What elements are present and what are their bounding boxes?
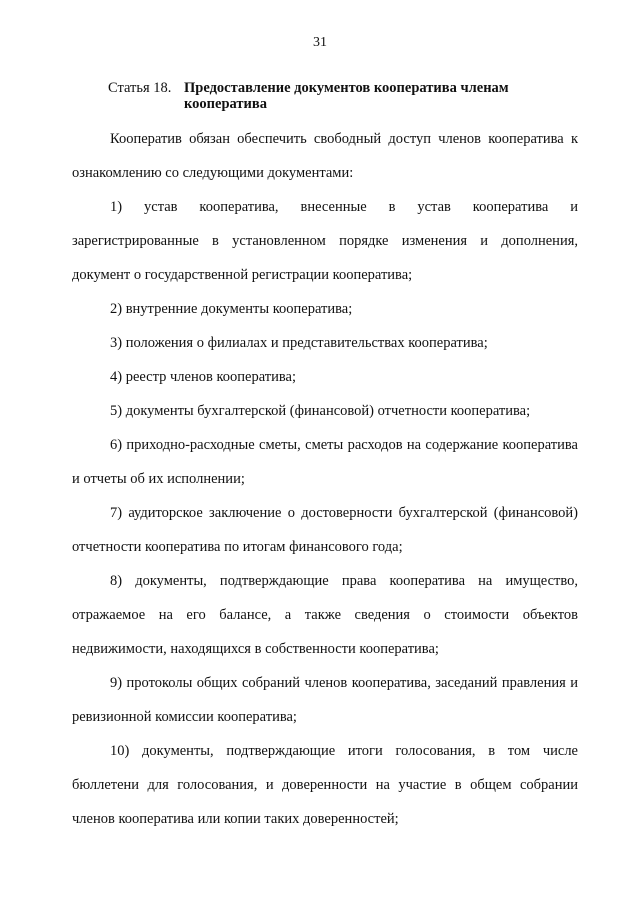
- page-number: 31: [313, 35, 327, 50]
- paragraph-9: 9) протоколы общих собраний членов кооператива, заседаний правления и ревизионной комиссии кооператива;: [72, 675, 578, 725]
- paragraph-5: 5) документы бухгалтерской (финансовой) отчетности кооператива;: [110, 403, 531, 419]
- article-title: Предоставление документов кооператива членам кооператива: [184, 80, 509, 112]
- article-label: Статья 18.: [108, 80, 172, 96]
- paragraph-1: 1) устав кооператива, внесенные в устав кооператива и зарегистрированные в установленном порядке изменения и дополнения, документ о государственной регистрации кооператива;: [72, 199, 578, 283]
- paragraph-6: 6) приходно-расходные сметы, сметы расходов на содержание кооператива и отчеты об их исполнении;: [72, 437, 578, 487]
- paragraph-8: 8) документы, подтверждающие права кооператива на имущество, отражаемое на его балансе, а также сведения о стоимости объектов недвижимости, находящихся в собственности кооператива;: [72, 573, 578, 657]
- paragraph-7: 7) аудиторское заключение о достоверности бухгалтерской (финансовой) отчетности кооператива по итогам финансового года;: [72, 505, 578, 555]
- paragraph-0: Кооператив обязан обеспечить свободный доступ членов кооператива к ознакомлению со следующими документами:: [72, 131, 578, 181]
- paragraph-2: 2) внутренние документы кооператива;: [110, 301, 353, 317]
- paragraph-10: 10) документы, подтверждающие итоги голосования, в том числе бюллетени для голосования, и доверенности на участие в общем собрании членов кооператива или копии таких доверенностей;: [72, 743, 578, 827]
- article-body: [72, 122, 578, 836]
- paragraph-4: 4) реестр членов кооператива;: [110, 369, 296, 385]
- paragraph-3: 3) положения о филиалах и представительствах кооператива;: [110, 335, 488, 351]
